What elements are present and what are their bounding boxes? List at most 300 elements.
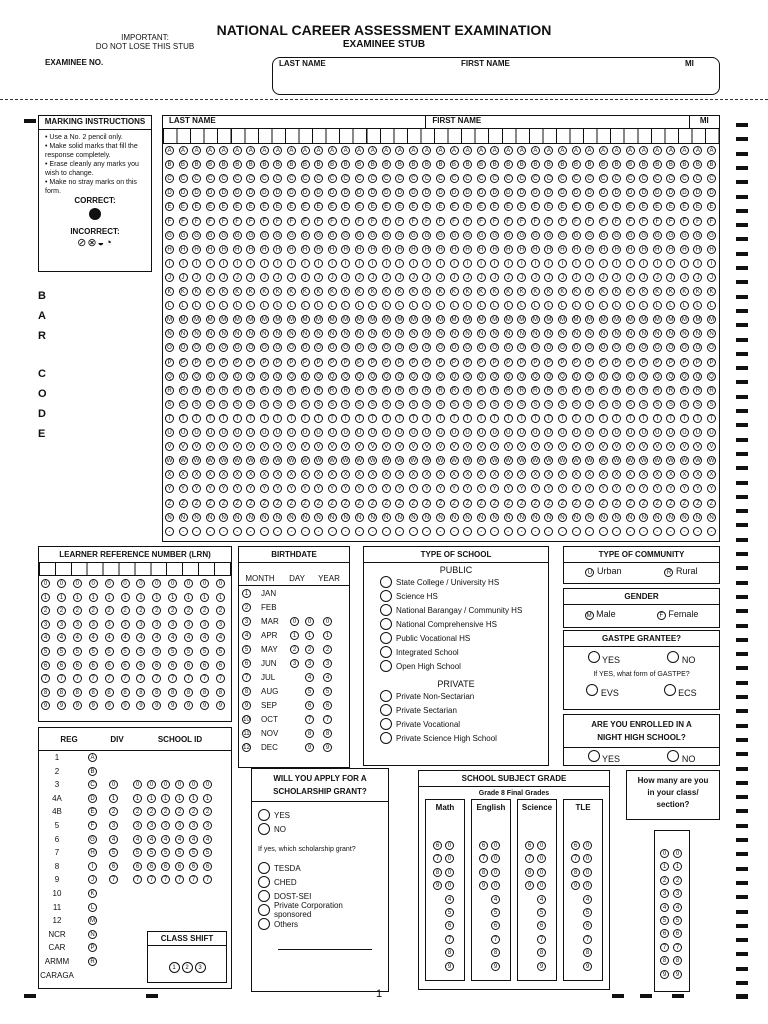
- name-bubble[interactable]: L: [422, 301, 431, 310]
- class-size-bubble[interactable]: 3: [673, 889, 682, 898]
- name-bubble[interactable]: W: [559, 458, 566, 465]
- lrn-bubble[interactable]: 9: [168, 701, 177, 710]
- name-bubble[interactable]: S: [680, 400, 689, 409]
- name-bubble[interactable]: G: [301, 231, 310, 240]
- name-bubble[interactable]: W: [613, 458, 620, 465]
- grade-ones-bubble[interactable]: 0: [583, 854, 592, 863]
- name-bubble[interactable]: F: [693, 217, 702, 226]
- name-bubble[interactable]: C: [328, 174, 337, 183]
- name-bubble[interactable]: T: [395, 414, 404, 423]
- name-bubble[interactable]: B: [450, 160, 459, 169]
- name-bubble[interactable]: B: [626, 160, 635, 169]
- lrn-bubble[interactable]: 3: [57, 620, 66, 629]
- grade-ones-bubble[interactable]: 8: [583, 948, 592, 957]
- male-option[interactable]: M Male: [586, 609, 616, 619]
- name-bubble[interactable]: M: [478, 317, 484, 324]
- name-bubble[interactable]: L: [368, 301, 377, 310]
- name-bubble[interactable]: G: [273, 231, 282, 240]
- name-bubble[interactable]: X: [260, 470, 269, 479]
- name-bubble[interactable]: Y: [585, 484, 594, 493]
- lrn-bubble[interactable]: 6: [121, 661, 130, 670]
- region-bubble[interactable]: A: [88, 753, 97, 762]
- name-bubble[interactable]: G: [314, 231, 323, 240]
- name-bubble[interactable]: L: [328, 301, 337, 310]
- name-bubble[interactable]: Z: [463, 499, 472, 508]
- name-bubble[interactable]: P: [572, 358, 581, 367]
- name-bubble[interactable]: Y: [260, 484, 269, 493]
- name-bubble[interactable]: I: [341, 259, 350, 268]
- name-bubble[interactable]: Ñ: [179, 513, 188, 522]
- name-bubble[interactable]: Z: [179, 499, 188, 508]
- lrn-bubble[interactable]: 4: [121, 633, 130, 642]
- name-bubble[interactable]: Y: [572, 484, 581, 493]
- name-bubble[interactable]: H: [626, 245, 635, 254]
- name-bubble[interactable]: T: [490, 414, 499, 423]
- name-bubble[interactable]: P: [653, 358, 662, 367]
- name-bubble[interactable]: B: [544, 160, 553, 169]
- name-bubble[interactable]: A: [395, 146, 404, 155]
- lrn-bubble[interactable]: 8: [136, 688, 145, 697]
- grade-tens-bubble[interactable]: 8: [433, 868, 442, 877]
- name-bubble[interactable]: D: [341, 188, 350, 197]
- lrn-bubble[interactable]: 9: [41, 701, 50, 710]
- name-bubble[interactable]: L: [409, 301, 418, 310]
- name-bubble[interactable]: O: [463, 343, 472, 352]
- name-bubble[interactable]: V: [355, 442, 364, 451]
- name-bubble[interactable]: H: [314, 245, 323, 254]
- name-bubble[interactable]: C: [585, 174, 594, 183]
- name-bubble[interactable]: Y: [707, 484, 716, 493]
- name-bubble[interactable]: D: [707, 188, 716, 197]
- day-bubble[interactable]: 3: [290, 659, 299, 668]
- name-bubble[interactable]: U: [260, 428, 269, 437]
- name-bubble[interactable]: O: [328, 343, 337, 352]
- name-bubble[interactable]: U: [422, 428, 431, 437]
- name-bubble[interactable]: V: [585, 442, 594, 451]
- name-bubble[interactable]: -: [653, 527, 662, 536]
- name-bubble[interactable]: K: [165, 287, 174, 296]
- lrn-bubble[interactable]: 0: [121, 579, 130, 588]
- lrn-bubble[interactable]: 7: [41, 674, 50, 683]
- name-bubble[interactable]: C: [233, 174, 242, 183]
- name-bubble[interactable]: L: [707, 301, 716, 310]
- class-size-bubble[interactable]: 1: [660, 862, 669, 871]
- name-bubble[interactable]: -: [666, 527, 675, 536]
- name-bubble[interactable]: D: [179, 188, 188, 197]
- lrn-bubble[interactable]: 5: [216, 647, 225, 656]
- name-bubble[interactable]: U: [165, 428, 174, 437]
- name-bubble[interactable]: T: [558, 414, 567, 423]
- name-bubble[interactable]: N: [165, 329, 174, 338]
- name-bubble[interactable]: S: [165, 400, 174, 409]
- name-bubble[interactable]: V: [165, 442, 174, 451]
- name-bubble[interactable]: S: [517, 400, 526, 409]
- gastpe-box[interactable]: [563, 630, 720, 710]
- name-bubble[interactable]: A: [693, 146, 702, 155]
- school-id-bubble[interactable]: 4: [175, 835, 184, 844]
- name-bubble[interactable]: R: [355, 386, 364, 395]
- name-bubble[interactable]: J: [355, 273, 364, 282]
- school-id-bubble[interactable]: 1: [133, 794, 142, 803]
- name-bubble[interactable]: V: [368, 442, 377, 451]
- class-size-bubble[interactable]: 6: [673, 929, 682, 938]
- name-bubble[interactable]: L: [273, 301, 282, 310]
- name-bubble[interactable]: Ñ: [585, 513, 594, 522]
- name-bubble[interactable]: V: [626, 442, 635, 451]
- school-id-bubble[interactable]: 4: [189, 835, 198, 844]
- name-bubble[interactable]: Q: [260, 372, 269, 381]
- name-bubble[interactable]: W: [518, 458, 525, 465]
- name-bubble[interactable]: Z: [599, 499, 608, 508]
- name-bubble[interactable]: A: [179, 146, 188, 155]
- name-bubble[interactable]: O: [233, 343, 242, 352]
- name-bubble[interactable]: R: [260, 386, 269, 395]
- name-bubble[interactable]: Q: [328, 372, 337, 381]
- name-bubble[interactable]: I: [450, 259, 459, 268]
- day-bubble[interactable]: 9: [305, 743, 314, 752]
- name-bubble[interactable]: J: [450, 273, 459, 282]
- class-size-bubble[interactable]: 7: [673, 943, 682, 952]
- name-bubble[interactable]: K: [436, 287, 445, 296]
- name-bubble[interactable]: F: [206, 217, 215, 226]
- name-bubble[interactable]: S: [328, 400, 337, 409]
- name-bubble[interactable]: Z: [273, 499, 282, 508]
- name-bubble[interactable]: T: [355, 414, 364, 423]
- name-bubble[interactable]: F: [517, 217, 526, 226]
- name-bubble[interactable]: J: [219, 273, 228, 282]
- school-id-bubble[interactable]: 7: [175, 875, 184, 884]
- school-type-option[interactable]: National Comprehensive HS: [380, 617, 548, 631]
- name-bubble[interactable]: F: [666, 217, 675, 226]
- name-bubble[interactable]: W: [573, 458, 579, 465]
- name-bubble[interactable]: I: [395, 259, 404, 268]
- name-bubble[interactable]: S: [477, 400, 486, 409]
- name-bubble[interactable]: Q: [572, 372, 581, 381]
- name-bubble[interactable]: V: [287, 442, 296, 451]
- name-bubble[interactable]: Y: [693, 484, 702, 493]
- name-bubble[interactable]: S: [206, 400, 215, 409]
- name-bubble[interactable]: A: [558, 146, 567, 155]
- name-bubble[interactable]: G: [477, 231, 486, 240]
- name-bubble[interactable]: A: [653, 146, 662, 155]
- name-bubble[interactable]: G: [463, 231, 472, 240]
- name-bubble[interactable]: Ñ: [219, 513, 228, 522]
- name-bubble[interactable]: M: [709, 317, 714, 324]
- name-bubble[interactable]: N: [693, 329, 702, 338]
- name-bubble[interactable]: B: [693, 160, 702, 169]
- grade-ones-bubble[interactable]: 0: [445, 841, 454, 850]
- grade-ones-bubble[interactable]: 7: [537, 935, 546, 944]
- name-bubble[interactable]: C: [558, 174, 567, 183]
- name-bubble[interactable]: R: [395, 386, 404, 395]
- name-bubble[interactable]: Ñ: [165, 513, 174, 522]
- name-bubble[interactable]: T: [341, 414, 350, 423]
- name-bubble[interactable]: T: [477, 414, 486, 423]
- lrn-bubble[interactable]: 5: [73, 647, 82, 656]
- name-bubble[interactable]: A: [219, 146, 228, 155]
- name-bubble[interactable]: N: [544, 329, 553, 338]
- school-id-bubble[interactable]: 5: [133, 848, 142, 857]
- name-bubble[interactable]: -: [558, 527, 567, 536]
- name-bubble[interactable]: X: [206, 470, 215, 479]
- name-bubble[interactable]: Z: [382, 499, 391, 508]
- name-bubble[interactable]: W: [180, 458, 186, 465]
- name-bubble[interactable]: I: [517, 259, 526, 268]
- name-bubble[interactable]: C: [693, 174, 702, 183]
- name-bubble[interactable]: H: [206, 245, 215, 254]
- name-bubble[interactable]: K: [666, 287, 675, 296]
- name-bubble[interactable]: I: [477, 259, 486, 268]
- name-bubble[interactable]: L: [680, 301, 689, 310]
- name-bubble[interactable]: T: [639, 414, 648, 423]
- lrn-bubble[interactable]: 8: [168, 688, 177, 697]
- name-bubble[interactable]: E: [504, 202, 513, 211]
- name-bubble[interactable]: C: [463, 174, 472, 183]
- name-bubble[interactable]: F: [504, 217, 513, 226]
- name-bubble[interactable]: C: [246, 174, 255, 183]
- name-bubble[interactable]: Q: [612, 372, 621, 381]
- name-bubble[interactable]: R: [599, 386, 608, 395]
- name-bubble[interactable]: L: [246, 301, 255, 310]
- region-bubble[interactable]: G: [88, 835, 97, 844]
- name-bubble[interactable]: G: [192, 231, 201, 240]
- name-bubble[interactable]: E: [355, 202, 364, 211]
- name-bubble[interactable]: S: [572, 400, 581, 409]
- name-bubble[interactable]: H: [246, 245, 255, 254]
- name-bubble[interactable]: F: [233, 217, 242, 226]
- school-id-bubble[interactable]: 6: [175, 862, 184, 871]
- name-bubble[interactable]: E: [490, 202, 499, 211]
- name-bubble[interactable]: O: [409, 343, 418, 352]
- lrn-bubble[interactable]: 7: [216, 674, 225, 683]
- name-bubble[interactable]: M: [343, 317, 349, 324]
- name-bubble[interactable]: Z: [341, 499, 350, 508]
- grade-ones-bubble[interactable]: 4: [445, 895, 454, 904]
- name-bubble[interactable]: S: [219, 400, 228, 409]
- name-bubble[interactable]: A: [314, 146, 323, 155]
- name-bubble[interactable]: F: [355, 217, 364, 226]
- lrn-bubble[interactable]: 2: [105, 606, 114, 615]
- name-bubble[interactable]: G: [328, 231, 337, 240]
- name-bubble[interactable]: X: [572, 470, 581, 479]
- lrn-bubble[interactable]: 1: [41, 593, 50, 602]
- name-bubble[interactable]: X: [233, 470, 242, 479]
- name-bubble[interactable]: L: [395, 301, 404, 310]
- name-bubble[interactable]: Z: [287, 499, 296, 508]
- lrn-bubble[interactable]: 3: [41, 620, 50, 629]
- name-bubble[interactable]: K: [504, 287, 513, 296]
- div-bubble[interactable]: 2: [109, 807, 118, 816]
- lrn-bubble[interactable]: 5: [168, 647, 177, 656]
- name-bubble[interactable]: X: [531, 470, 540, 479]
- school-type-option[interactable]: Private Science High School: [380, 731, 548, 745]
- name-bubble[interactable]: X: [626, 470, 635, 479]
- name-bubble[interactable]: V: [328, 442, 337, 451]
- name-bubble[interactable]: C: [368, 174, 377, 183]
- name-bubble[interactable]: G: [666, 231, 675, 240]
- name-bubble[interactable]: B: [355, 160, 364, 169]
- name-bubble[interactable]: Ñ: [328, 513, 337, 522]
- scholar-yes[interactable]: YES: [258, 808, 382, 822]
- name-bubble[interactable]: R: [287, 386, 296, 395]
- name-bubble[interactable]: A: [287, 146, 296, 155]
- name-bubble[interactable]: J: [544, 273, 553, 282]
- school-id-bubble[interactable]: 3: [175, 821, 184, 830]
- name-bubble[interactable]: E: [301, 202, 310, 211]
- name-bubble[interactable]: C: [355, 174, 364, 183]
- name-bubble[interactable]: N: [531, 329, 540, 338]
- name-bubble[interactable]: A: [477, 146, 486, 155]
- name-bubble[interactable]: K: [341, 287, 350, 296]
- name-bubble[interactable]: G: [626, 231, 635, 240]
- class-size-bubble[interactable]: 5: [660, 916, 669, 925]
- name-bubble[interactable]: C: [450, 174, 459, 183]
- name-bubble[interactable]: F: [599, 217, 608, 226]
- name-bubble[interactable]: R: [680, 386, 689, 395]
- lrn-bubble[interactable]: 3: [73, 620, 82, 629]
- name-bubble[interactable]: K: [490, 287, 499, 296]
- name-bubble[interactable]: Q: [395, 372, 404, 381]
- lrn-bubble[interactable]: 2: [41, 606, 50, 615]
- name-bubble[interactable]: F: [260, 217, 269, 226]
- name-bubble[interactable]: X: [585, 470, 594, 479]
- name-bubble[interactable]: Q: [179, 372, 188, 381]
- class-size-bubble[interactable]: 8: [673, 956, 682, 965]
- rural-option[interactable]: R Rural: [664, 566, 697, 577]
- name-bubble[interactable]: V: [666, 442, 675, 451]
- school-id-bubble[interactable]: 5: [189, 848, 198, 857]
- name-bubble[interactable]: I: [355, 259, 364, 268]
- name-bubble[interactable]: O: [246, 343, 255, 352]
- name-bubble[interactable]: B: [314, 160, 323, 169]
- name-bubble[interactable]: B: [341, 160, 350, 169]
- name-bubble[interactable]: Y: [192, 484, 201, 493]
- lrn-bubble[interactable]: 1: [184, 593, 193, 602]
- lrn-bubble[interactable]: 7: [152, 674, 161, 683]
- class-size-bubble[interactable]: 4: [673, 903, 682, 912]
- name-bubble[interactable]: F: [165, 217, 174, 226]
- name-bubble[interactable]: A: [707, 146, 716, 155]
- name-bubble[interactable]: E: [599, 202, 608, 211]
- name-bubble[interactable]: J: [653, 273, 662, 282]
- name-bubble[interactable]: Q: [693, 372, 702, 381]
- lrn-bubble[interactable]: 4: [89, 633, 98, 642]
- name-bubble[interactable]: B: [422, 160, 431, 169]
- name-bubble[interactable]: -: [639, 527, 648, 536]
- name-bubble[interactable]: U: [612, 428, 621, 437]
- name-bubble[interactable]: I: [612, 259, 621, 268]
- name-bubble[interactable]: R: [314, 386, 323, 395]
- name-bubble[interactable]: Y: [206, 484, 215, 493]
- name-bubble[interactable]: Y: [301, 484, 310, 493]
- name-bubble[interactable]: D: [558, 188, 567, 197]
- name-bubble[interactable]: O: [477, 343, 486, 352]
- school-id-bubble[interactable]: 5: [175, 848, 184, 857]
- shift-bubble[interactable]: 3: [195, 962, 206, 973]
- name-bubble[interactable]: P: [599, 358, 608, 367]
- name-bubble[interactable]: N: [260, 329, 269, 338]
- name-bubble[interactable]: J: [612, 273, 621, 282]
- name-bubble[interactable]: W: [247, 458, 254, 465]
- name-bubble[interactable]: V: [572, 442, 581, 451]
- div-bubble[interactable]: 0: [109, 780, 118, 789]
- name-bubble[interactable]: B: [599, 160, 608, 169]
- name-bubble[interactable]: N: [490, 329, 499, 338]
- name-bubble[interactable]: A: [422, 146, 431, 155]
- lrn-bubble[interactable]: 6: [168, 661, 177, 670]
- name-bubble[interactable]: W: [532, 458, 539, 465]
- lrn-bubble[interactable]: 3: [168, 620, 177, 629]
- name-bubble[interactable]: T: [233, 414, 242, 423]
- name-bubble[interactable]: Q: [544, 372, 553, 381]
- name-bubble[interactable]: N: [287, 329, 296, 338]
- name-bubble[interactable]: J: [314, 273, 323, 282]
- name-bubble[interactable]: Ñ: [490, 513, 499, 522]
- name-bubble[interactable]: D: [395, 188, 404, 197]
- school-type-option[interactable]: Private Vocational: [380, 717, 548, 731]
- name-bubble[interactable]: Ñ: [206, 513, 215, 522]
- name-bubble[interactable]: B: [666, 160, 675, 169]
- name-bubble[interactable]: V: [246, 442, 255, 451]
- grade-ones-bubble[interactable]: 0: [491, 854, 500, 863]
- name-bubble[interactable]: M: [681, 317, 687, 324]
- grade-ones-bubble[interactable]: 6: [491, 921, 500, 930]
- name-bubble[interactable]: M: [532, 317, 538, 324]
- name-bubble[interactable]: N: [504, 329, 513, 338]
- name-bubble[interactable]: V: [314, 442, 323, 451]
- name-bubble[interactable]: W: [329, 458, 335, 465]
- grade-ones-bubble[interactable]: 6: [445, 921, 454, 930]
- name-bubble[interactable]: K: [544, 287, 553, 296]
- year-bubble[interactable]: 9: [323, 743, 332, 752]
- night-yes[interactable]: YES: [588, 750, 620, 764]
- name-bubble[interactable]: Ñ: [463, 513, 472, 522]
- name-bubble[interactable]: Y: [639, 484, 648, 493]
- name-bubble[interactable]: G: [572, 231, 581, 240]
- name-bubble[interactable]: J: [382, 273, 391, 282]
- name-bubble[interactable]: I: [287, 259, 296, 268]
- region-bubble[interactable]: P: [88, 943, 97, 952]
- name-bubble[interactable]: G: [219, 231, 228, 240]
- lrn-bubble[interactable]: 5: [57, 647, 66, 656]
- name-bubble[interactable]: Z: [653, 499, 662, 508]
- name-bubble[interactable]: P: [477, 358, 486, 367]
- name-bubble[interactable]: E: [395, 202, 404, 211]
- name-bubble[interactable]: Y: [626, 484, 635, 493]
- name-bubble[interactable]: H: [666, 245, 675, 254]
- name-bubble[interactable]: N: [301, 329, 310, 338]
- name-bubble[interactable]: Z: [477, 499, 486, 508]
- lrn-bubble[interactable]: 6: [57, 661, 66, 670]
- community-box[interactable]: [563, 546, 720, 584]
- name-bubble[interactable]: K: [179, 287, 188, 296]
- name-bubble[interactable]: -: [219, 527, 228, 536]
- name-bubble[interactable]: P: [287, 358, 296, 367]
- name-bubble[interactable]: P: [707, 358, 716, 367]
- name-bubble[interactable]: T: [707, 414, 716, 423]
- name-bubble[interactable]: A: [504, 146, 513, 155]
- name-bubble[interactable]: Y: [382, 484, 391, 493]
- name-bubble[interactable]: Z: [693, 499, 702, 508]
- name-bubble[interactable]: B: [517, 160, 526, 169]
- name-bubble[interactable]: F: [707, 217, 716, 226]
- name-bubble[interactable]: X: [395, 470, 404, 479]
- name-bubble[interactable]: L: [301, 301, 310, 310]
- lrn-bubble[interactable]: 6: [105, 661, 114, 670]
- name-bubble[interactable]: A: [368, 146, 377, 155]
- name-bubble[interactable]: W: [410, 458, 417, 465]
- name-bubble[interactable]: Q: [599, 372, 608, 381]
